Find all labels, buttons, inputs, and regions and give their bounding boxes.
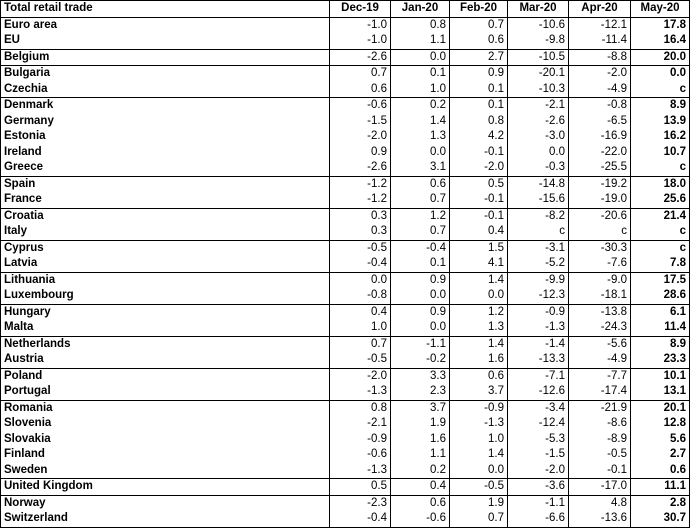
value-cell: -8.8 <box>569 49 631 66</box>
value-cell: 2.7 <box>450 49 508 66</box>
value-cell: 0.2 <box>391 463 450 479</box>
value-cell: 1.2 <box>450 304 508 320</box>
value-cell: -3.6 <box>508 479 569 496</box>
value-cell: -17.0 <box>569 479 631 496</box>
table-body <box>1 17 690 527</box>
value-cell: -10.3 <box>508 82 569 98</box>
column-header: Apr-20 <box>569 1 631 18</box>
country-name: France <box>1 192 330 208</box>
table-row <box>1 511 690 527</box>
table-row <box>1 352 690 368</box>
value-cell: -3.0 <box>508 129 569 145</box>
value-cell: -17.4 <box>569 384 631 400</box>
value-cell: 3.1 <box>391 160 450 176</box>
value-cell: 0.4 <box>330 304 391 320</box>
value-cell: 1.2 <box>391 208 450 224</box>
country-name: Austria <box>1 352 330 368</box>
table-row <box>1 208 690 224</box>
country-name: Portugal <box>1 384 330 400</box>
country-name: Greece <box>1 160 330 176</box>
value-cell: 0.6 <box>391 495 450 511</box>
value-cell: 1.1 <box>391 33 450 49</box>
table-row <box>1 447 690 463</box>
value-cell: -30.3 <box>569 240 631 256</box>
table-row <box>1 384 690 400</box>
value-cell: -0.6 <box>391 511 450 527</box>
value-cell: 2.8 <box>631 495 690 511</box>
value-cell: 0.8 <box>391 17 450 33</box>
value-cell: 1.6 <box>450 352 508 368</box>
value-cell: -0.5 <box>330 352 391 368</box>
value-cell: 0.1 <box>391 66 450 82</box>
country-name: Slovakia <box>1 432 330 448</box>
country-name: Poland <box>1 368 330 384</box>
country-name: Euro area <box>1 17 330 33</box>
country-name: Denmark <box>1 98 330 114</box>
value-cell: 0.0 <box>631 66 690 82</box>
value-cell: c <box>631 224 690 240</box>
country-name: Italy <box>1 224 330 240</box>
value-cell: -3.4 <box>508 400 569 416</box>
table-row <box>1 240 690 256</box>
value-cell: 0.1 <box>391 256 450 272</box>
table-row <box>1 49 690 66</box>
table-row <box>1 320 690 336</box>
value-cell: -0.9 <box>508 304 569 320</box>
value-cell: -12.6 <box>508 384 569 400</box>
value-cell: 2.3 <box>391 384 450 400</box>
value-cell: 0.7 <box>450 511 508 527</box>
value-cell: -0.5 <box>330 240 391 256</box>
table-row <box>1 336 690 352</box>
value-cell: 0.9 <box>330 145 391 161</box>
country-name: Bulgaria <box>1 66 330 82</box>
value-cell: 4.1 <box>450 256 508 272</box>
value-cell: -2.0 <box>508 463 569 479</box>
column-header: Feb-20 <box>450 1 508 18</box>
value-cell: 10.7 <box>631 145 690 161</box>
value-cell: 18.0 <box>631 176 690 192</box>
country-name: Norway <box>1 495 330 511</box>
value-cell: 20.0 <box>631 49 690 66</box>
country-name: Malta <box>1 320 330 336</box>
header-row <box>1 1 690 18</box>
value-cell: 0.0 <box>330 272 391 288</box>
table-row <box>1 256 690 272</box>
value-cell: -14.8 <box>508 176 569 192</box>
value-cell: 0.5 <box>450 176 508 192</box>
value-cell: -25.5 <box>569 160 631 176</box>
value-cell: -9.9 <box>508 272 569 288</box>
value-cell: -3.1 <box>508 240 569 256</box>
value-cell: 3.7 <box>391 400 450 416</box>
value-cell: -2.6 <box>330 49 391 66</box>
table-row <box>1 224 690 240</box>
table-row <box>1 66 690 82</box>
value-cell: -7.1 <box>508 368 569 384</box>
table-title: Total retail trade <box>1 1 330 18</box>
value-cell: 16.4 <box>631 33 690 49</box>
value-cell: 21.4 <box>631 208 690 224</box>
value-cell: 0.0 <box>450 288 508 304</box>
table-row <box>1 495 690 511</box>
table-row <box>1 176 690 192</box>
value-cell: 0.6 <box>450 368 508 384</box>
country-name: Croatia <box>1 208 330 224</box>
value-cell: 0.8 <box>450 114 508 130</box>
country-name: Czechia <box>1 82 330 98</box>
value-cell: -0.5 <box>569 447 631 463</box>
country-name: Sweden <box>1 463 330 479</box>
country-name: Slovenia <box>1 416 330 432</box>
value-cell: 7.8 <box>631 256 690 272</box>
value-cell: 11.1 <box>631 479 690 496</box>
value-cell: 4.2 <box>450 129 508 145</box>
value-cell: -10.6 <box>508 17 569 33</box>
value-cell: -12.4 <box>508 416 569 432</box>
value-cell: 1.3 <box>391 129 450 145</box>
value-cell: 0.7 <box>450 17 508 33</box>
value-cell: 13.1 <box>631 384 690 400</box>
value-cell: -1.2 <box>330 192 391 208</box>
value-cell: 0.0 <box>391 320 450 336</box>
value-cell: -1.0 <box>330 33 391 49</box>
value-cell: 23.3 <box>631 352 690 368</box>
value-cell: -0.1 <box>450 208 508 224</box>
table-row <box>1 192 690 208</box>
column-header: May-20 <box>631 1 690 18</box>
value-cell: -12.3 <box>508 288 569 304</box>
value-cell: 0.8 <box>330 400 391 416</box>
country-name: Romania <box>1 400 330 416</box>
value-cell: 0.7 <box>330 336 391 352</box>
value-cell: 0.7 <box>391 224 450 240</box>
value-cell: 0.0 <box>391 145 450 161</box>
table-row <box>1 17 690 33</box>
value-cell: 0.6 <box>450 33 508 49</box>
value-cell: 0.6 <box>391 176 450 192</box>
value-cell: -15.6 <box>508 192 569 208</box>
table-row <box>1 479 690 496</box>
value-cell: 0.6 <box>631 463 690 479</box>
value-cell: 0.7 <box>391 192 450 208</box>
column-header: Dec-19 <box>330 1 391 18</box>
value-cell: 3.3 <box>391 368 450 384</box>
value-cell: 0.0 <box>508 145 569 161</box>
value-cell: -1.3 <box>330 463 391 479</box>
column-header: Mar-20 <box>508 1 569 18</box>
country-name: EU <box>1 33 330 49</box>
value-cell: 2.7 <box>631 447 690 463</box>
value-cell: -0.6 <box>330 98 391 114</box>
value-cell: 5.6 <box>631 432 690 448</box>
country-name: Latvia <box>1 256 330 272</box>
value-cell: -4.9 <box>569 82 631 98</box>
value-cell: 0.6 <box>330 82 391 98</box>
table-row <box>1 463 690 479</box>
value-cell: 1.0 <box>330 320 391 336</box>
value-cell: c <box>631 240 690 256</box>
value-cell: 0.5 <box>330 479 391 496</box>
country-name: Netherlands <box>1 336 330 352</box>
value-cell: 16.2 <box>631 129 690 145</box>
value-cell: 17.8 <box>631 17 690 33</box>
value-cell: -13.6 <box>569 511 631 527</box>
value-cell: 1.5 <box>450 240 508 256</box>
value-cell: -0.1 <box>450 145 508 161</box>
value-cell: 0.9 <box>391 304 450 320</box>
value-cell: 0.0 <box>391 288 450 304</box>
value-cell: c <box>631 82 690 98</box>
value-cell: 1.9 <box>450 495 508 511</box>
value-cell: 10.1 <box>631 368 690 384</box>
value-cell: -0.4 <box>330 511 391 527</box>
value-cell: -0.1 <box>569 463 631 479</box>
table-row <box>1 368 690 384</box>
value-cell: 0.1 <box>450 82 508 98</box>
value-cell: -0.5 <box>450 479 508 496</box>
value-cell: -0.8 <box>330 288 391 304</box>
value-cell: 6.1 <box>631 304 690 320</box>
table-row <box>1 129 690 145</box>
country-name: Lithuania <box>1 272 330 288</box>
value-cell: 0.3 <box>330 224 391 240</box>
value-cell: -5.6 <box>569 336 631 352</box>
value-cell: 1.0 <box>391 82 450 98</box>
value-cell: 13.9 <box>631 114 690 130</box>
value-cell: -2.0 <box>330 129 391 145</box>
value-cell: 0.7 <box>330 66 391 82</box>
value-cell: 0.4 <box>450 224 508 240</box>
value-cell: 28.6 <box>631 288 690 304</box>
country-name: Finland <box>1 447 330 463</box>
value-cell: 4.8 <box>569 495 631 511</box>
value-cell: -0.4 <box>391 240 450 256</box>
value-cell: 1.1 <box>391 447 450 463</box>
value-cell: 1.4 <box>450 336 508 352</box>
country-name: United Kingdom <box>1 479 330 496</box>
value-cell: -1.5 <box>330 114 391 130</box>
value-cell: -5.2 <box>508 256 569 272</box>
country-name: Ireland <box>1 145 330 161</box>
value-cell: -16.9 <box>569 129 631 145</box>
value-cell: -19.0 <box>569 192 631 208</box>
table-row <box>1 272 690 288</box>
column-header: Jan-20 <box>391 1 450 18</box>
value-cell: -8.6 <box>569 416 631 432</box>
value-cell: 0.0 <box>450 463 508 479</box>
value-cell: c <box>569 224 631 240</box>
table-row <box>1 304 690 320</box>
value-cell: -22.0 <box>569 145 631 161</box>
value-cell: -13.8 <box>569 304 631 320</box>
value-cell: 8.9 <box>631 336 690 352</box>
value-cell: -10.5 <box>508 49 569 66</box>
value-cell: -7.7 <box>569 368 631 384</box>
value-cell: 1.4 <box>450 272 508 288</box>
country-name: Spain <box>1 176 330 192</box>
value-cell: 17.5 <box>631 272 690 288</box>
value-cell: c <box>631 160 690 176</box>
value-cell: -24.3 <box>569 320 631 336</box>
value-cell: -6.5 <box>569 114 631 130</box>
value-cell: 8.9 <box>631 98 690 114</box>
value-cell: -7.6 <box>569 256 631 272</box>
value-cell: 1.4 <box>391 114 450 130</box>
table-row <box>1 288 690 304</box>
value-cell: 0.0 <box>391 49 450 66</box>
value-cell: 25.6 <box>631 192 690 208</box>
value-cell: 1.3 <box>450 320 508 336</box>
value-cell: -2.6 <box>330 160 391 176</box>
table-row <box>1 145 690 161</box>
value-cell: -4.9 <box>569 352 631 368</box>
value-cell: 12.8 <box>631 416 690 432</box>
table-row <box>1 114 690 130</box>
table-row <box>1 33 690 49</box>
value-cell: -1.4 <box>508 336 569 352</box>
value-cell: -6.6 <box>508 511 569 527</box>
value-cell: -9.0 <box>569 272 631 288</box>
country-name: Belgium <box>1 49 330 66</box>
value-cell: 0.9 <box>450 66 508 82</box>
value-cell: -8.9 <box>569 432 631 448</box>
value-cell: 11.4 <box>631 320 690 336</box>
value-cell: 1.0 <box>450 432 508 448</box>
value-cell: -0.4 <box>330 256 391 272</box>
table-row <box>1 432 690 448</box>
value-cell: -2.1 <box>508 98 569 114</box>
value-cell: -2.6 <box>508 114 569 130</box>
value-cell: -0.6 <box>330 447 391 463</box>
country-name: Hungary <box>1 304 330 320</box>
table-row <box>1 400 690 416</box>
value-cell: -2.3 <box>330 495 391 511</box>
value-cell: -9.8 <box>508 33 569 49</box>
value-cell: 1.6 <box>391 432 450 448</box>
value-cell: -5.3 <box>508 432 569 448</box>
value-cell: -2.0 <box>569 66 631 82</box>
value-cell: -1.0 <box>330 17 391 33</box>
table-row <box>1 82 690 98</box>
country-name: Estonia <box>1 129 330 145</box>
value-cell: -13.3 <box>508 352 569 368</box>
value-cell: 20.1 <box>631 400 690 416</box>
value-cell: 0.1 <box>450 98 508 114</box>
value-cell: -0.2 <box>391 352 450 368</box>
country-name: Switzerland <box>1 511 330 527</box>
value-cell: -20.6 <box>569 208 631 224</box>
value-cell: -0.9 <box>330 432 391 448</box>
value-cell: 0.4 <box>391 479 450 496</box>
value-cell: -2.1 <box>330 416 391 432</box>
value-cell: -1.1 <box>391 336 450 352</box>
table-row <box>1 98 690 114</box>
value-cell: -2.0 <box>450 160 508 176</box>
value-cell: -20.1 <box>508 66 569 82</box>
value-cell: 30.7 <box>631 511 690 527</box>
value-cell: -1.2 <box>330 176 391 192</box>
value-cell: -0.9 <box>450 400 508 416</box>
value-cell: -0.8 <box>569 98 631 114</box>
value-cell: -19.2 <box>569 176 631 192</box>
value-cell: 0.3 <box>330 208 391 224</box>
country-name: Germany <box>1 114 330 130</box>
country-name: Luxembourg <box>1 288 330 304</box>
value-cell: -1.5 <box>508 447 569 463</box>
value-cell: 0.2 <box>391 98 450 114</box>
value-cell: -18.1 <box>569 288 631 304</box>
value-cell: -0.1 <box>450 192 508 208</box>
country-name: Cyprus <box>1 240 330 256</box>
table-row <box>1 160 690 176</box>
value-cell: 1.9 <box>391 416 450 432</box>
value-cell: 0.9 <box>391 272 450 288</box>
value-cell: 1.4 <box>450 447 508 463</box>
value-cell: -8.2 <box>508 208 569 224</box>
value-cell: -11.4 <box>569 33 631 49</box>
value-cell: -0.3 <box>508 160 569 176</box>
value-cell: -1.3 <box>450 416 508 432</box>
value-cell: -12.1 <box>569 17 631 33</box>
value-cell: -1.1 <box>508 495 569 511</box>
value-cell: -2.0 <box>330 368 391 384</box>
value-cell: -1.3 <box>330 384 391 400</box>
value-cell: -21.9 <box>569 400 631 416</box>
table-row <box>1 416 690 432</box>
value-cell: 3.7 <box>450 384 508 400</box>
value-cell: c <box>508 224 569 240</box>
value-cell: -1.3 <box>508 320 569 336</box>
